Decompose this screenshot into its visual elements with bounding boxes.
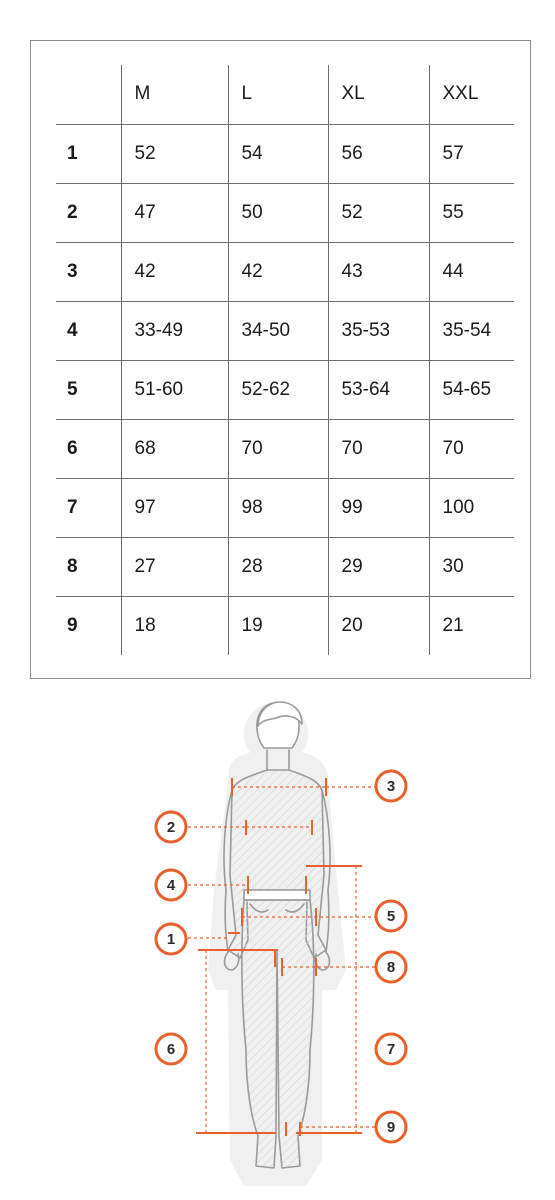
- table-row: [56, 537, 514, 596]
- table-cell: 70: [429, 419, 514, 478]
- table-cell: 99: [328, 478, 429, 537]
- header-corner-cell: [56, 65, 121, 124]
- header-size-m: M: [121, 65, 228, 124]
- table-cell: 55: [429, 183, 514, 242]
- table-cell: 52: [121, 124, 228, 183]
- table-cell: 30: [429, 537, 514, 596]
- row-label: 4: [56, 301, 121, 360]
- waistband-outline: [244, 890, 310, 900]
- marker-8: [376, 952, 406, 982]
- marker-1-label: 1: [166, 931, 176, 948]
- table-cell: 56: [328, 124, 429, 183]
- table-cell: 33-49: [121, 301, 228, 360]
- marker-3-label: 3: [386, 778, 396, 795]
- table-cell: 35-54: [429, 301, 514, 360]
- table-row: [56, 360, 514, 419]
- table-cell: 98: [228, 478, 328, 537]
- size-table-frame: [30, 40, 531, 679]
- marker-6: [156, 1034, 186, 1064]
- marker-5: [376, 901, 406, 931]
- table-cell: 53-64: [328, 360, 429, 419]
- table-row: [56, 301, 514, 360]
- size-table: [56, 65, 514, 655]
- table-cell: 51-60: [121, 360, 228, 419]
- marker-8-label: 8: [386, 959, 396, 976]
- row-label: 1: [56, 124, 121, 183]
- marker-2: [156, 812, 186, 842]
- row-label: 6: [56, 419, 121, 478]
- marker-4: [156, 870, 186, 900]
- table-cell: 42: [228, 242, 328, 301]
- table-cell: 43: [328, 242, 429, 301]
- row-label: 5: [56, 360, 121, 419]
- table-cell: 70: [228, 419, 328, 478]
- marker-4-label: 4: [166, 877, 176, 894]
- header-size-xxl: XXL: [429, 65, 514, 124]
- table-cell: 29: [328, 537, 429, 596]
- table-row: [56, 183, 514, 242]
- table-cell: 34-50: [228, 301, 328, 360]
- table-cell: 50: [228, 183, 328, 242]
- body-figure-svg: [0, 690, 555, 1200]
- marker-7: [376, 1034, 406, 1064]
- row-label: 7: [56, 478, 121, 537]
- table-row: [56, 242, 514, 301]
- table-cell: 44: [429, 242, 514, 301]
- table-header-row: [56, 65, 514, 124]
- header-size-l: L: [228, 65, 328, 124]
- row-label: 2: [56, 183, 121, 242]
- table-cell: 19: [228, 596, 328, 655]
- table-cell: 35-53: [328, 301, 429, 360]
- marker-6-label: 6: [166, 1041, 176, 1058]
- table-cell: 47: [121, 183, 228, 242]
- table-cell: 57: [429, 124, 514, 183]
- row-label: 3: [56, 242, 121, 301]
- table-cell: 20: [328, 596, 429, 655]
- table-cell: 21: [429, 596, 514, 655]
- marker-2-label: 2: [166, 819, 176, 836]
- table-cell: 42: [121, 242, 228, 301]
- marker-9: [376, 1112, 406, 1142]
- table-cell: 54-65: [429, 360, 514, 419]
- table-cell: 54: [228, 124, 328, 183]
- marker-5-label: 5: [386, 908, 396, 925]
- table-cell: 70: [328, 419, 429, 478]
- table-cell: 52: [328, 183, 429, 242]
- table-cell: 68: [121, 419, 228, 478]
- table-row: [56, 596, 514, 655]
- table-cell: 18: [121, 596, 228, 655]
- table-row: [56, 419, 514, 478]
- header-size-xl: XL: [328, 65, 429, 124]
- row-label: 8: [56, 537, 121, 596]
- measurement-diagram: [0, 690, 555, 1200]
- marker-3: [376, 771, 406, 801]
- table-row: [56, 124, 514, 183]
- table-cell: 27: [121, 537, 228, 596]
- table-cell: 100: [429, 478, 514, 537]
- table-cell: 97: [121, 478, 228, 537]
- marker-9-label: 9: [386, 1119, 396, 1136]
- marker-7-label: 7: [386, 1041, 396, 1058]
- table-cell: 28: [228, 537, 328, 596]
- table-row: [56, 478, 514, 537]
- table-cell: 52-62: [228, 360, 328, 419]
- marker-1: [156, 924, 186, 954]
- row-label: 9: [67, 614, 78, 636]
